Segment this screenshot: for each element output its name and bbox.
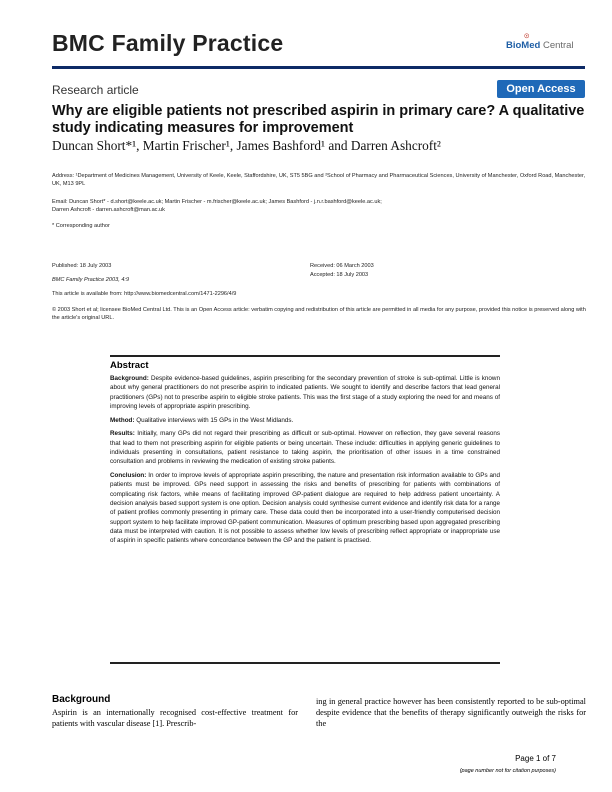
article-title: Why are eligible patients not prescribed aspirin in primary care? A qualitative study indicating measures for improvement: [52, 103, 585, 136]
abstract-method: [110, 416, 500, 425]
page-number: Page 1 of 7: [515, 754, 556, 763]
affiliation-address: Address: ¹Department of Medicines Management, University of Keele, Keele, Staffordshire, UK, ST5 5BG and ²School of Pharmacy and Pharmaceutical Sciences, University of Manchester, Oxford Road, Manchester, UK, M13 9PL: [52, 173, 586, 188]
background-column-right: ing in general practice however has been consistently reported to be sub-optimal despite evidence that the benefits of therapy significantly outweigh the risks for the: [316, 697, 586, 728]
abstract-conclusion: [110, 471, 500, 545]
background-column-left: Aspirin is an internationally recognised cost-effective treatment for patients with vascular disease [1]. Prescrib-: [52, 708, 298, 728]
abstract-top-rule: [110, 355, 500, 357]
publisher-logo-mark-icon: ☉: [524, 34, 530, 40]
abstract-results: [110, 429, 500, 466]
abstract-background-label: Background:: [110, 375, 149, 382]
abstract-bottom-rule: [110, 662, 500, 664]
abstract-results-label: Results:: [110, 430, 135, 438]
abstract-body: [110, 374, 500, 550]
page-number-note: (page number not for citation purposes): [459, 768, 556, 774]
received-date: Received: 06 March 2003: [310, 263, 374, 269]
abstract-method-label: Method:: [110, 416, 135, 424]
accepted-date: Accepted: 18 July 2003: [310, 272, 369, 278]
publisher-logo-light: Central: [540, 40, 574, 51]
abstract-conclusion-text: In order to improve levels of appropriate aspirin prescribing, the nature and presentation risk information available to GPs and patients must be improved. GPs need support in assessing the risks and benefits of prescribing for patients with combinations of complicating risk factors, while means of facilitating improved GP-patient dialogue are required to help address patient uncertainty. A decision analysis based support system is one option. Decision analysis could synthesise current evidence and identify risk data for a range of patient profiles commonly presenting in primary care. These data could then be incorporated into a user-friendly computerised decision support system to help facilitate improved GP-patient communication. Measures of optimum prescribing based upon aggregated prescribing data must be interpreted with caution. It is not possible to assess whether low levels of prescribing reflect appropriate or inappropriate use of aspirin in specific patients where concordance between the GP and the patient is practised.: [110, 472, 500, 545]
open-access-badge: Open Access: [497, 80, 585, 98]
abstract-conclusion-label: Conclusion:: [110, 472, 147, 480]
abstract-results-text: Initially, many GPs did not regard their prescribing as difficult or sub-optimal. However on reflection, they gave several reasons that lead to them not prescribing aspirin for eligible patients or being uncertain. These include: difficulties in applying generic guidelines to individuals presenting in consultations, patient resistance to taking aspirin, the prioritisation of other issues in a time constrained consultation and problems in reviewing the medication of existing stroke patients.: [110, 430, 500, 466]
abstract-background-text: Despite evidence-based guidelines, aspirin prescribing for the secondary prevention of stroke is sub-optimal. Little is known about why general practitioners do not prescribe aspirin to indicated patients. We sought to identify and describe factors that lead general practitioners (GPs) not to prescribe aspirin to eligible stroke patients. This was the first stage of a study exploring the need for and means of improving levels of appropriate aspirin prescribing.: [110, 375, 500, 410]
citation: BMC Family Practice 2003, 4:9: [52, 277, 130, 283]
abstract-background: [110, 374, 500, 411]
abstract-box: [110, 355, 500, 665]
corresponding-author-note: * Corresponding author: [52, 223, 110, 229]
article-type: Research article: [52, 83, 139, 97]
copyright-notice: © 2003 Short et al; licensee BioMed Central Ltd. This is an Open Access article: verbatim copying and redistribution of this article are permitted in all media for any purpose, provided this notice is preserved along with the article's original URL.: [52, 307, 586, 322]
journal-title: BMC Family Practice: [52, 30, 284, 56]
author-emails-line[interactable]: Email: Duncan Short* - d.short@keele.ac.uk; Martin Frischer - m.frischer@keele.ac.uk; James Bashford - j.n.r.bashford@keele.ac.uk;: [52, 199, 382, 205]
author-emails: [52, 198, 587, 215]
published-date: Published: 18 July 2003: [52, 263, 112, 269]
header-rule: [52, 66, 585, 69]
author-list: Duncan Short*¹, Martin Frischer¹, James Bashford¹ and Darren Ashcroft²: [52, 138, 441, 153]
abstract-method-text: Qualitative interviews with 15 GPs in the West Midlands.: [134, 416, 294, 424]
article-url-line[interactable]: This article is available from: http://www.biomedcentral.com/1471-2296/4/9: [52, 291, 237, 297]
abstract-heading: Abstract: [110, 360, 149, 371]
author-emails-line[interactable]: Darren Ashcroft - darren.ashcroft@man.ac.uk: [52, 207, 165, 214]
publisher-logo: [506, 34, 574, 51]
publisher-logo-bold: BioMed: [506, 40, 541, 51]
background-heading: Background: [52, 694, 111, 705]
